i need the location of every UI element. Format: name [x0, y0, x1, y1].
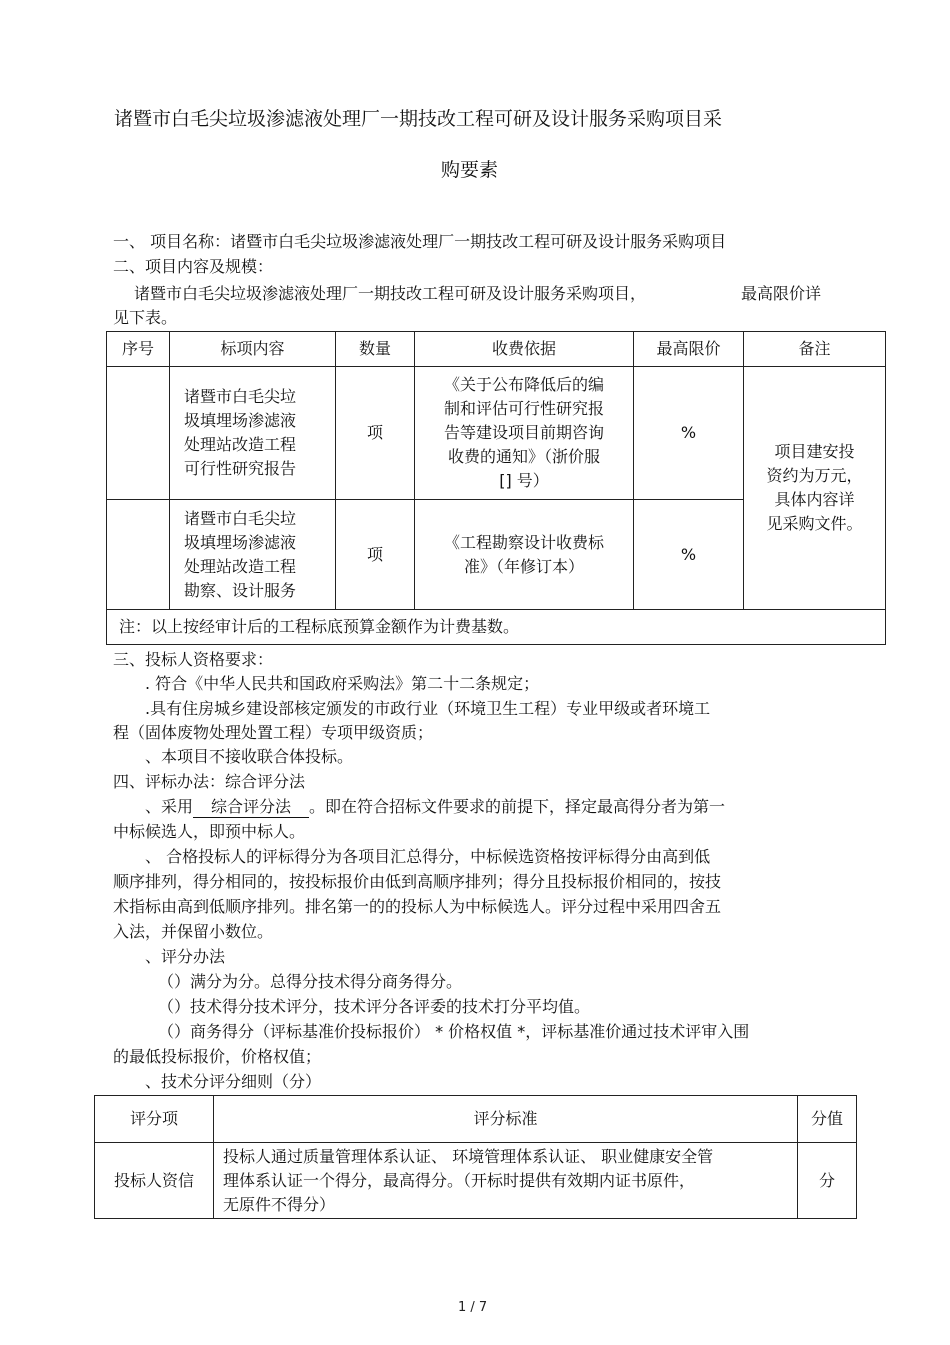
- row1-basis: [415, 367, 634, 500]
- row2-qty: 项: [336, 500, 415, 610]
- row1-basis-line: [] 号）: [499, 471, 549, 490]
- doc-title-line1: 诸暨市白毛尖垃圾渗滤液处理厂一期技改工程可研及设计服务采购项目采: [114, 108, 723, 130]
- row1-content-line: 可行性研究报告: [184, 459, 297, 478]
- table-header-row: [107, 332, 886, 367]
- row1-content: [170, 367, 336, 500]
- section4-p3-item: （）技术得分技术评分，技术评分各评委的技术打分平均值。: [158, 997, 591, 1016]
- section4-p2-line: 术指标由高到低顺序排列。排名第一的的投标人为中标候选人。评分过程中采用四舍五: [113, 897, 722, 916]
- section3-item3: 、本项目不接收联合体投标。: [145, 747, 354, 766]
- row2-content-line: 勘察、设计服务: [184, 580, 297, 600]
- section4-p3: 、评分办法: [145, 947, 226, 966]
- section4-p3-item: （）满分为分。总得分技术得分商务得分。: [158, 972, 463, 991]
- table-row: [107, 367, 886, 500]
- scoring-criteria: [214, 1143, 798, 1219]
- section4-p1: [145, 796, 725, 818]
- row2-basis: [415, 500, 634, 610]
- scoring-header-row: [95, 1096, 857, 1143]
- row1-basis-line: 制和评估可行性研究报: [443, 399, 604, 418]
- row1-basis-line: 《关于公布降低后的编: [443, 375, 604, 394]
- header-seq: 序号: [107, 332, 170, 367]
- row1-limit: %: [634, 367, 744, 500]
- scoring-score: 分: [798, 1143, 857, 1219]
- remark-line: 具体内容详: [774, 490, 855, 509]
- table-row: [95, 1143, 857, 1219]
- row1-content-line: 诸暨市白毛尖垃: [184, 387, 297, 406]
- header-limit: 最高限价: [634, 332, 744, 367]
- section4-p2-line: 入法，并保留小数位。: [113, 922, 274, 941]
- remark-cell: [744, 367, 886, 610]
- header-criteria: 评分标准: [214, 1096, 798, 1143]
- row2-basis-line: 准》（年修订本）: [463, 556, 584, 576]
- row2-content-line: 诸暨市白毛尖垃: [184, 508, 297, 528]
- header-item: 评分项: [95, 1096, 214, 1143]
- section3-item2b: 程（固体废物处理处置工程）专项甲级资质；: [113, 723, 434, 742]
- row1-content-line: 处理站改造工程: [184, 435, 297, 454]
- table-note: 注：以上按经审计后的工程标底预算金额作为计费基数。: [107, 610, 886, 645]
- row1-basis-line: 告等建设项目前期咨询: [443, 423, 604, 442]
- header-qty: 数量: [336, 332, 415, 367]
- scoring-table: [94, 1095, 857, 1219]
- page-number: 1 / 7: [458, 1300, 488, 1315]
- row2-content: [170, 500, 336, 610]
- row1-basis-line: 收费的通知》（浙价服: [447, 447, 600, 466]
- p1-post: 。即在符合招标文件要求的前提下，择定最高得分者为第一: [309, 797, 726, 816]
- header-basis: 收费依据: [415, 332, 634, 367]
- row1-seq: [107, 367, 170, 500]
- row1-content-line: 圾填埋场渗滤液: [184, 411, 297, 430]
- section2-intro-a: 诸暨市白毛尖垃圾渗滤液处理厂一期技改工程可研及设计服务采购项目，: [134, 284, 647, 303]
- criteria-line: 无原件不得分）: [223, 1194, 336, 1214]
- price-limit-table: [106, 331, 886, 645]
- section4-p3-item3a: （）商务得分（评标基准价投标报价） * 价格权值 *，评标基准价通过技术评审入围: [158, 1022, 750, 1041]
- row2-seq: [107, 500, 170, 610]
- remark-line: 见采购文件。: [766, 514, 863, 533]
- remark-line: 项目建安投: [774, 442, 855, 461]
- section4-p2-line: 顺序排列，得分相同的，按投标报价由低到高顺序排列；得分且投标报价相同的，按技: [113, 872, 722, 891]
- p1-pre: 、采用: [145, 797, 194, 816]
- section2-intro-b: 最高限价详: [741, 284, 822, 303]
- section4-p2-line: 、 合格投标人的评标得分为各项目汇总得分，中标候选资格按评标得分由高到低: [145, 847, 711, 866]
- scoring-item: 投标人资信: [95, 1143, 214, 1219]
- section2-intro-c: 见下表。: [113, 308, 178, 327]
- section4-p1-line2: 中标候选人，即预中标人。: [113, 822, 306, 841]
- section3-item1: . 符合《中华人民共和国政府采购法》第二十二条规定；: [145, 674, 540, 693]
- section3-heading: 三、投标人资格要求：: [113, 650, 274, 669]
- row2-basis-line: 《工程勘察设计收费标: [443, 532, 604, 552]
- row2-limit: %: [634, 500, 744, 610]
- section2-heading: 二、项目内容及规模：: [113, 257, 274, 276]
- header-score: 分值: [798, 1096, 857, 1143]
- row1-qty: 项: [336, 367, 415, 500]
- criteria-line: 理体系认证一个得分，最高得分。（开标时提供有效期内证书原件，: [223, 1170, 696, 1190]
- row2-content-line: 处理站改造工程: [184, 556, 297, 576]
- section4-heading: 四、评标办法：综合评分法: [113, 772, 306, 791]
- row2-content-line: 圾填埋场渗滤液: [184, 532, 297, 552]
- header-remark: 备注: [744, 332, 886, 367]
- doc-title-line2: 购要素: [441, 159, 499, 181]
- evaluation-method: 综合评分法: [193, 797, 309, 818]
- table-note-row: [107, 610, 886, 645]
- project-name: 一、 项目名称：诸暨市白毛尖垃圾渗滤液处理厂一期技改工程可研及设计服务采购项目: [113, 232, 727, 251]
- section4-p4: 、技术分评分细则（分）: [145, 1072, 322, 1091]
- section4-p3-item3b: 的最低投标报价，价格权值；: [113, 1047, 322, 1066]
- remark-line: 资约为万元，: [766, 466, 863, 485]
- section3-item2a: .具有住房城乡建设部核定颁发的市政行业（环境卫生工程）专业甲级或者环境工: [145, 699, 711, 718]
- header-content: 标项内容: [170, 332, 336, 367]
- criteria-line: 投标人通过质量管理体系认证、 环境管理体系认证、 职业健康安全管: [223, 1146, 714, 1166]
